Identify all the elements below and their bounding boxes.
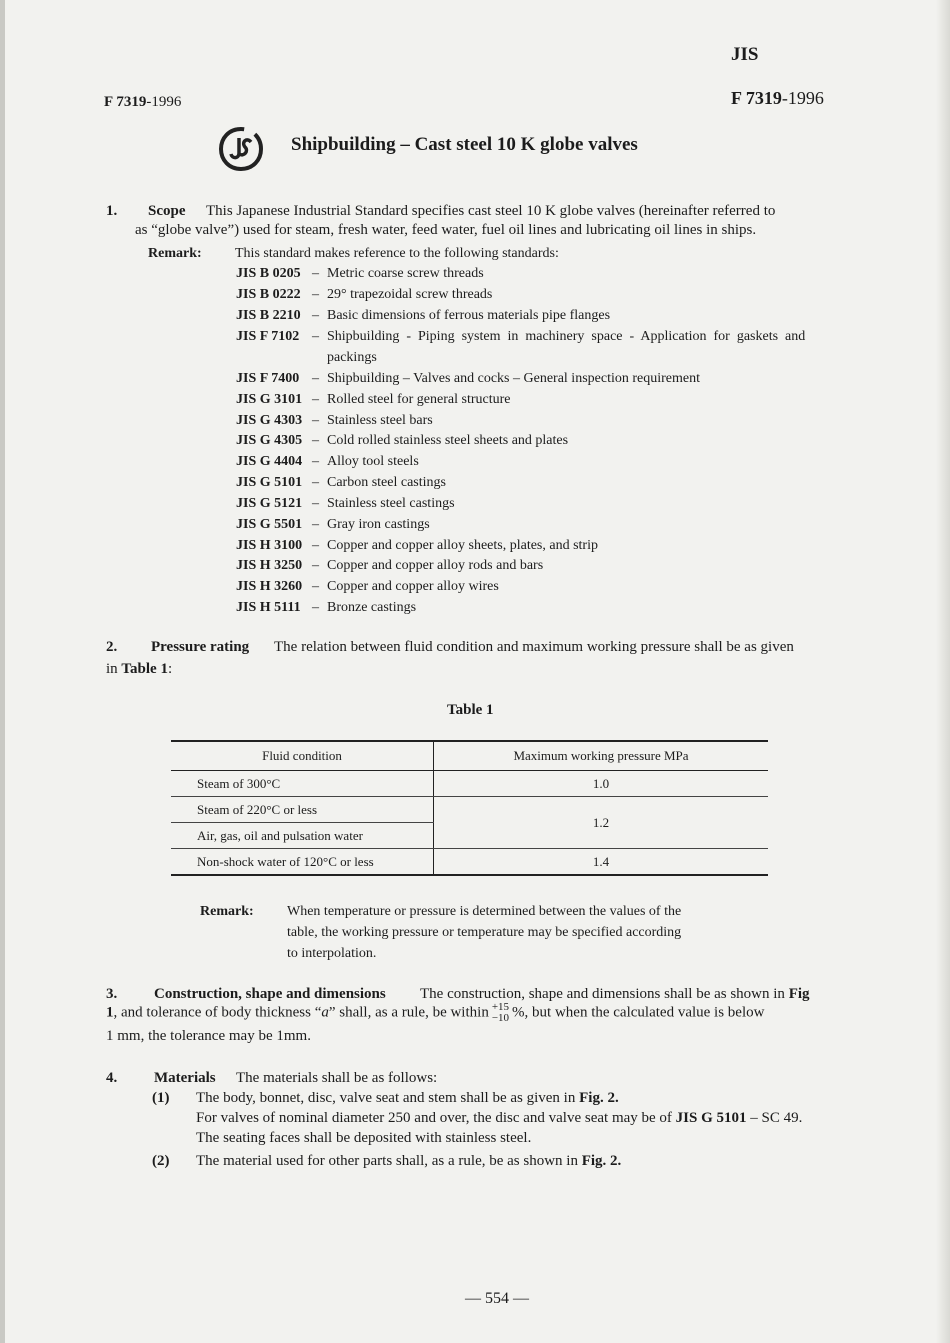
section-4-intro: The materials shall be as follows: [236,1070,438,1086]
section-1-line-2: as “globe valve”) used for steam, fresh water, feed water, fuel oil lines and lubricating oil lines in ships. [135,222,757,238]
standard-code-right: F 7319-1996 [731,88,824,108]
pressure-cell: 1.0 [434,771,769,797]
section-1-remark-text: This standard makes reference to the following standards: [235,246,559,261]
column-header-pressure: Maximum working pressure MPa [434,741,769,771]
fluid-condition-cell: Steam of 220°C or less [171,797,434,823]
document-title: Shipbuilding – Cast steel 10 K globe valves [291,134,638,155]
section-3-heading: Construction, shape and dimensions [154,986,386,1002]
item-1-line-3: The seating faces shall be deposited with stainless steel. [196,1130,532,1146]
item-2-number: (2) [152,1153,170,1169]
section-2-heading: Pressure rating [151,639,250,655]
section-3-line-2: 1, and tolerance of body thickness “a” shall, as a rule, be within +15 −10 %, but when the calculated value is below [106,1001,765,1024]
jis-header-mark: JIS [731,44,759,65]
table-row [171,849,768,876]
item-1-line-2: For valves of nominal diameter 250 and over, the disc and valve seat may be of JIS G 5101 – SC 49. [196,1110,803,1126]
section-3-line-3: 1 mm, the tolerance may be 1mm. [106,1028,311,1044]
section-2-remark-line-2: table, the working pressure or temperature may be specified according [287,925,682,940]
section-1-remark-label: Remark: [148,246,202,261]
fluid-condition-cell: Steam of 300°C [171,771,434,797]
section-2-remark-label: Remark: [200,904,254,919]
page-right-edge [936,0,950,1343]
section-1-line-1: This Japanese Industrial Standard specifies cast steel 10 K globe valves (hereinafter referred to [206,203,776,219]
section-2-remark-line-3: to interpolation. [287,946,377,961]
page-left-edge [0,0,5,1343]
table-1-title: Table 1 [447,702,494,718]
fluid-condition-cell: Air, gas, oil and pulsation water [171,823,434,849]
fluid-condition-cell: Non-shock water of 120°C or less [171,849,434,876]
page-number: — 554 — [465,1290,529,1307]
table-header-row [171,741,768,771]
standard-code-left: F 7319-1996 [104,94,182,110]
section-3-number: 3. [106,986,118,1002]
table-row [171,771,768,797]
column-header-fluid-condition: Fluid condition [171,741,434,771]
item-2-text: The material used for other parts shall, as a rule, be as shown in Fig. 2. [196,1153,622,1169]
tolerance-fraction: +15 −10 [491,1001,510,1024]
section-1-number: 1. [106,203,118,219]
item-1-text: The body, bonnet, disc, valve seat and stem shall be as given in Fig. 2. [196,1090,619,1106]
section-2-line-2: in Table 1: [106,661,173,677]
section-2-remark-line-1: When temperature or pressure is determined between the values of the [287,904,682,919]
pressure-rating-table [171,740,768,876]
jis-logo-icon [217,125,265,173]
section-2-line-1: The relation between fluid condition and maximum working pressure shall be as given [274,639,794,655]
item-1-number: (1) [152,1090,170,1106]
pressure-cell: 1.4 [434,849,769,876]
table-row [171,797,768,823]
pressure-cell: 1.2 [434,797,769,849]
section-3-line-1: The construction, shape and dimensions shall be as shown in Fig [420,986,810,1002]
section-4-number: 4. [106,1070,118,1086]
section-1-heading: Scope [148,203,186,219]
section-4-heading: Materials [154,1070,216,1086]
document-page: JIS F 7319-1996 F 7319-1996 Shipbuilding – Cast steel 10 K globe valves 1. Scope This Japanese Industrial Standard specifies cast steel 10 K globe valves (hereinafter referred to as “globe valve”) used for steam, fresh water, feed water, fuel oil lines and lubricating oil lines in ships. Remark: This standard makes reference to the following standards: JIS B 0205 – Metric coarse screw threads JIS B 0222 – 29° trapezoidal screw threads JIS B 2210 – Basic dimensions of ferrous materials pipe flanges JIS F 7102 – Shipbuilding - Piping system in machinery space - Application for gaskets and packings JIS F 7400 – Shipbuilding – Valves and cocks – General inspection requirement JIS G 3101 – Rolled steel for general structure JIS G 4303 – Stainless steel bars JIS G 4305 – Cold rolled stainless steel sheets and plates JIS G 4404 – Alloy tool steels JIS G 5101 – Carbon steel castings JIS G 5121 – Stainless steel castings JIS G 5501 – Gray iron castings JIS H 3100 – Copper and copper alloy sheets, plates, and strip JIS H 3250 – Copper and copper alloy rods and bars JIS H 3260 – Copper and copper alloy wires JIS H 5111 – Bronze castings 2. Pressure rating The relation between fluid condition and maximum working pressure shall be as given in Table 1: Table 1 Fluid condition Maximum working pressure MPa Steam of 300°C 1.0 Steam of 220°C or less 1.2 Air, gas, oil and pulsation water Non-shock water of 120°C or less 1.4 Remark: When temperature or pressure is determined between the values of the table, the working pressure or temperature may be specified according to interpolation. 3. Construction, shape and dimensions The construction, shape and dimensions shall be as shown in Fig 1, and tolerance of body thickness “a” shall, as a rule, be within +15 −10 %, but when the calculated value is below 1 mm, the tolerance may be 1mm. 4. Materials The materials shall be as follows: (1) The body, bonnet, disc, valve seat and stem shall be as given in Fig. 2. For valves of nominal diameter 250 and over, the disc and valve seat may be of JIS G 5101 – SC 49. The seating faces shall be deposited with stainless steel. (2) The material used for other parts shall, as a rule, be as shown in Fig. 2. — 554 — [0,0,950,1343]
section-2-number: 2. [106,639,118,655]
